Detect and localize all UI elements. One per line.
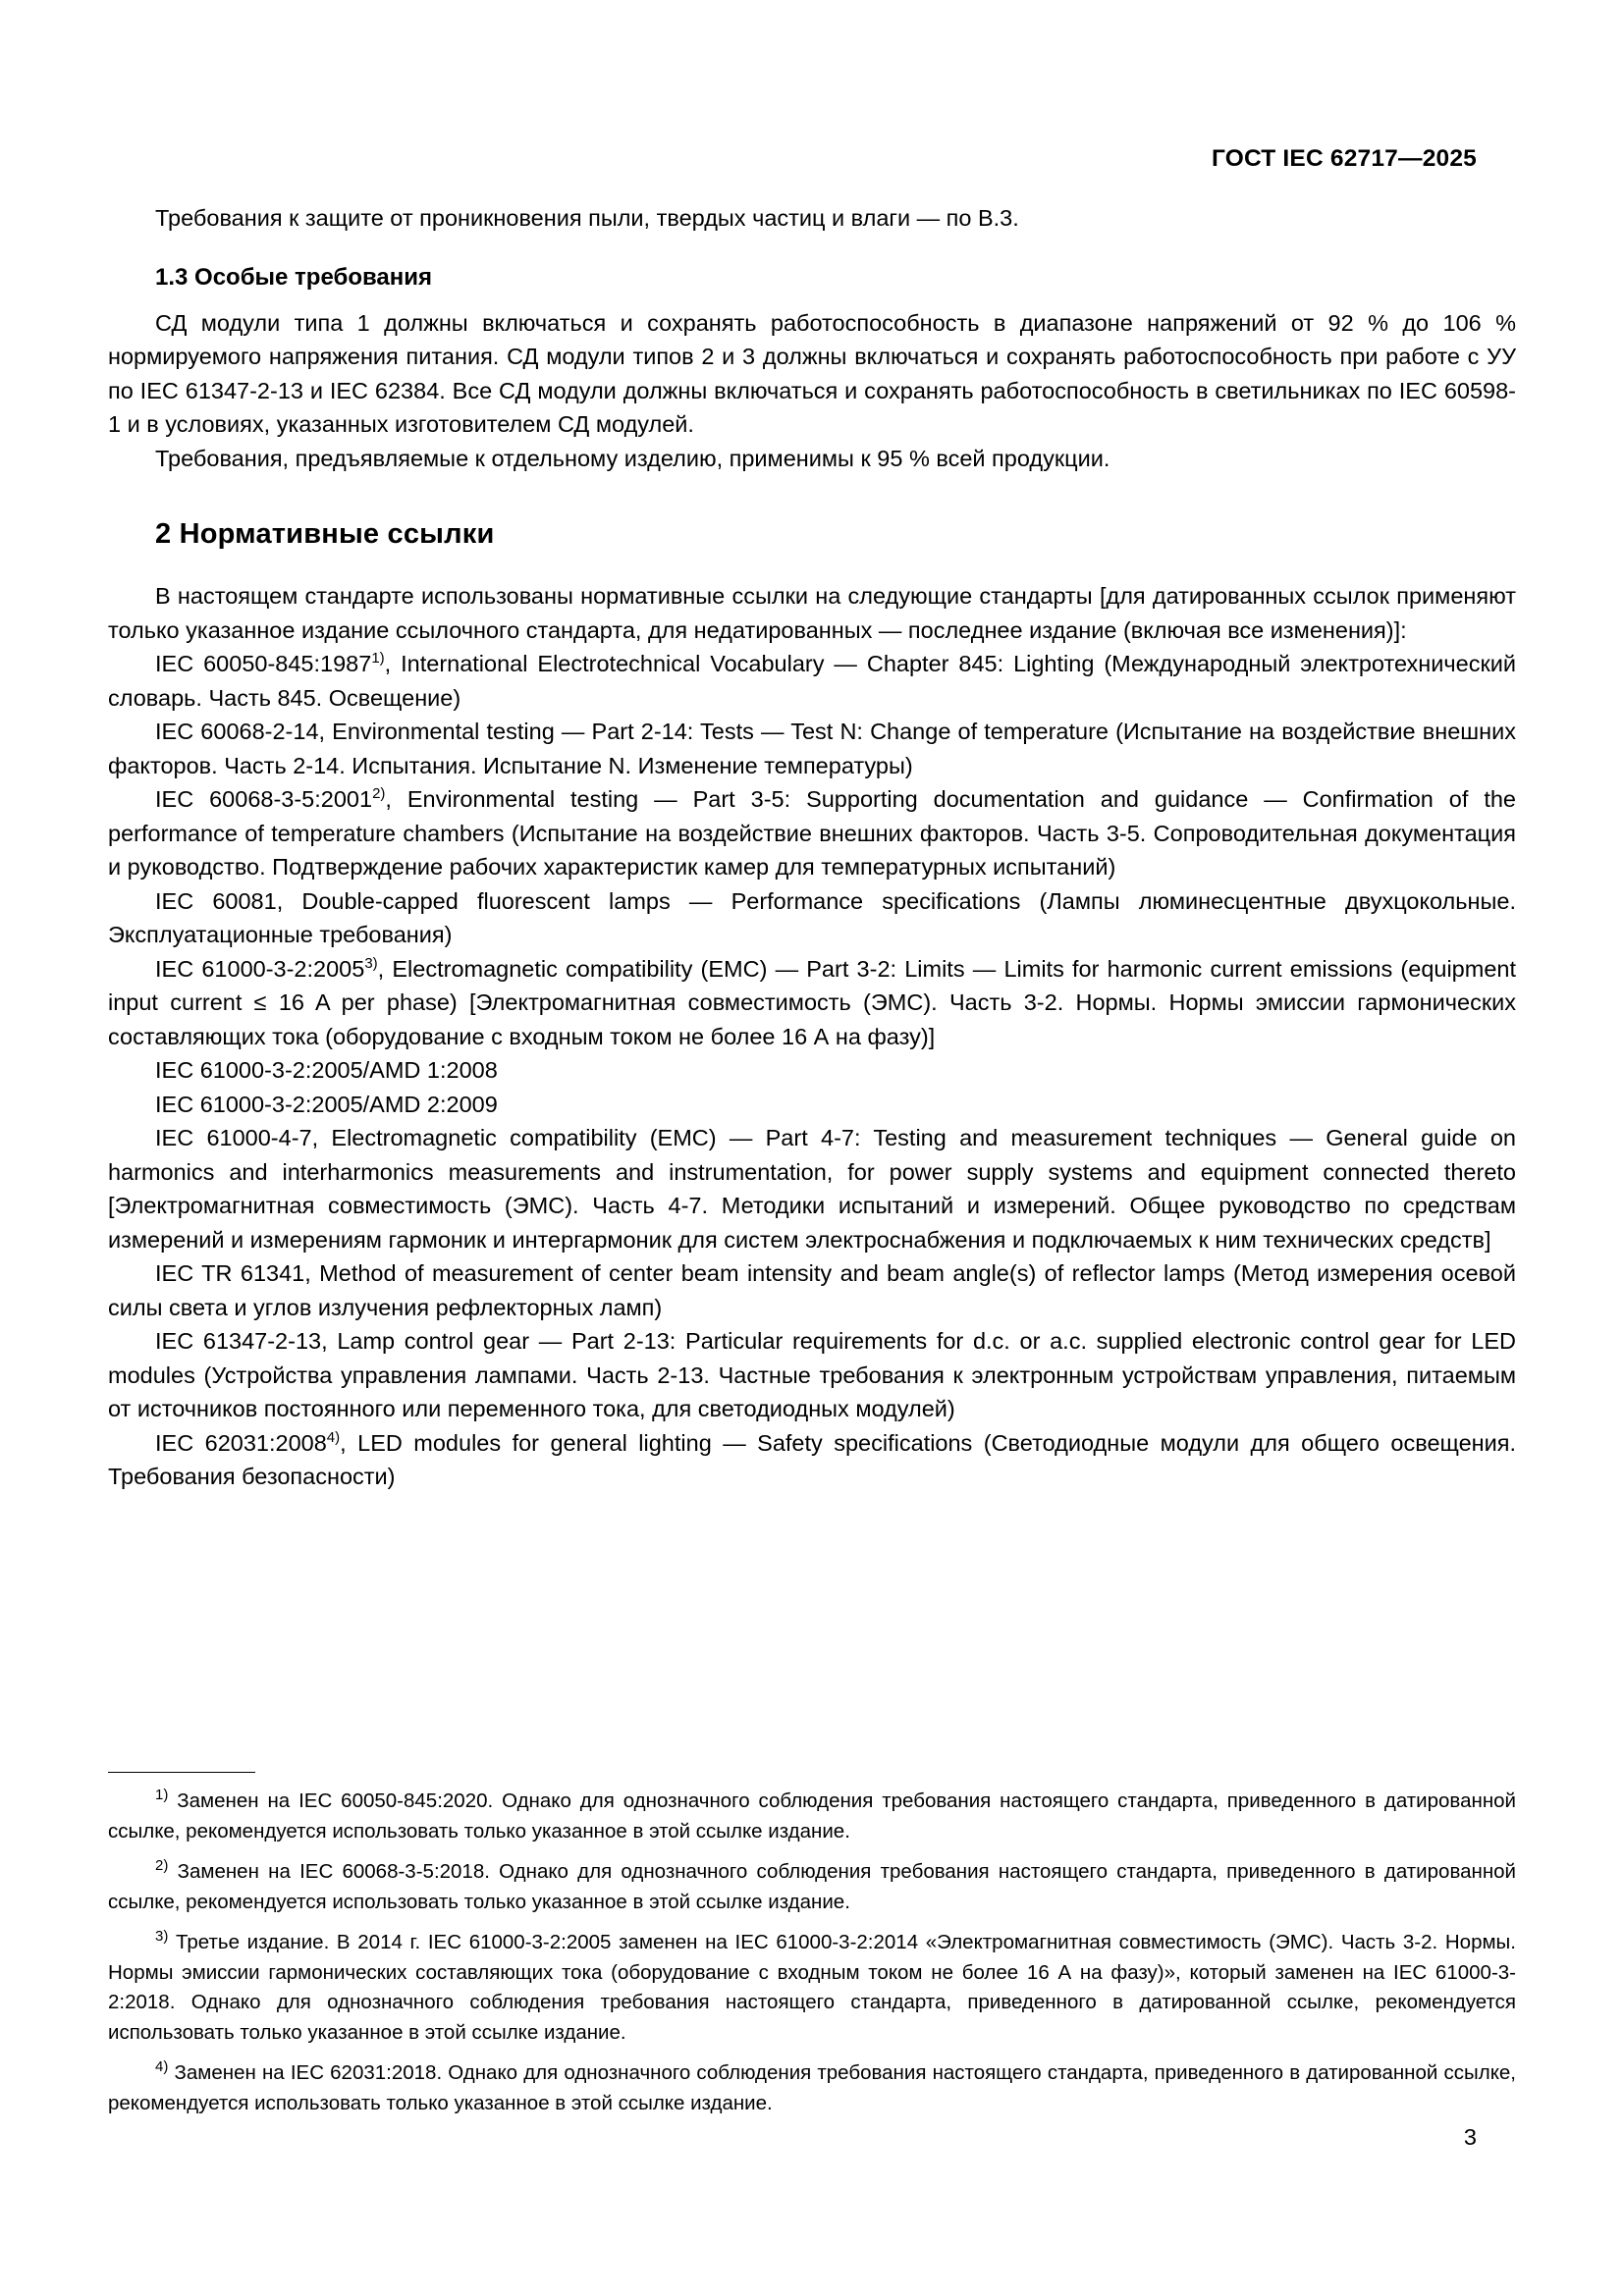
reference-designation: IEC 60050-845:1987$^{1)}$ — [155, 650, 385, 676]
page-number: 3 — [1463, 2124, 1477, 2150]
paragraph-requirements-1: СД модули типа 1 должны включаться и сохранять работоспособность в диапазоне напряжений от 92 % до 106 % нормируемого напряжения питания. СД модули типов 2 и 3 должны включаться и сохранять работоспособность при работе с УУ по IEC 61347-2-13 и IEC 62384. Все СД модули должны включаться и сохранять работоспособность в светильниках по IEC 60598-1 и в условиях, указанных изготовителем СД модулей. — [108, 309, 1516, 437]
reference-title: , International Electrotechnical Vocabulary — Chapter 845: Lighting (Международный электротехнический словарь. Часть 845. Освещение) — [108, 651, 1516, 711]
reference-title: , Method of measurement of center beam intensity and beam angle(s) of reflector lamps (Метод измерения осевой силы света и углов излучения рефлекторных ламп) — [108, 1260, 1516, 1320]
reference-title: , Electromagnetic compatibility (EMC) — Part 3-2: Limits — Limits for harmonic current emissions (equipment input current ≤ 16 A per phase) [Электромагнитная совместимость (ЭМС). Часть 3-2. Нормы. Нормы эмиссии гармонических составляющих тока (оборудование с входным током не более 16 А на фазу)] — [108, 955, 1516, 1049]
footnote-item — [108, 1857, 1516, 1917]
reference-item — [108, 1088, 1516, 1122]
footnote-text: Заменен на IEC 60068-3-5:2018. Однако для однозначного соблюдения требования настоящего стандарта, приведенного в датированной ссылке, рекомендуется использовать только указанное в этой ссылке издание. — [108, 1860, 1516, 1913]
page-header: ГОСТ IEC 62717—2025 — [1211, 145, 1477, 172]
intro-paragraph: Требования к защите от проникновения пыли, твердых частиц и влаги — по B.3. — [155, 205, 1019, 231]
footnote-marker: 4) — [155, 2058, 169, 2076]
reference-designation: IEC 60081 — [155, 887, 277, 914]
footnote-marker: 2) — [372, 785, 386, 803]
reference-item — [108, 647, 1516, 715]
reference-item — [108, 1426, 1516, 1494]
reference-designation: IEC 61000-3-2:2005$^{3)}$ — [155, 954, 378, 982]
reference-title: , LED modules for general lighting — Safety specifications (Светодиодные модули для общего освещения. Требования безопасности) — [108, 1429, 1517, 1489]
footnote-marker: 1) — [155, 1787, 169, 1804]
footnote-list — [108, 1787, 1516, 2118]
footnote-item — [108, 2058, 1516, 2118]
reference-designation: IEC TR 61341 — [155, 1260, 305, 1286]
paragraph-requirements-2: Требования, предъявляемые к отдельному изделию, применимы к 95 % всей продукции. — [155, 445, 1110, 471]
reference-designation: IEC 61347-2-13 — [155, 1328, 322, 1354]
reference-designation: IEC 61000-4-7 — [155, 1125, 312, 1150]
reference-list — [108, 647, 1516, 1494]
reference-designation: IEC 61000-3-2:2005/AMD 1:2008 — [155, 1057, 498, 1083]
footnote-separator-rule — [108, 1772, 255, 1773]
reference-item — [108, 1121, 1516, 1256]
reference-title: , Lamp control gear — Part 2-13: Particular requirements for d.c. or a.c. supplied electronic control gear for LED modules (Устройства управления лампами. Часть 2-13. Частные требования к электронным устройствам управления, питаемым от источников постоянного или переменного тока, для светодиодных модулей) — [108, 1328, 1516, 1421]
footnote-marker: 1) — [371, 650, 385, 667]
subsection-heading: 1.3 Особые требования — [155, 263, 433, 291]
footnote-item — [108, 1787, 1516, 1846]
reference-title: , Double-capped fluorescent lamps — Performance specifications (Лампы люминесцентные двухцокольные. Эксплуатационные требования) — [108, 887, 1516, 947]
footnote-marker: 4) — [326, 1428, 341, 1446]
reference-item — [108, 782, 1516, 884]
document-body — [108, 201, 1516, 1494]
section-heading-normative-references: 2 Нормативные ссылки — [155, 518, 495, 550]
reference-designation: IEC 62031:2008$^{4)}$ — [155, 1428, 341, 1456]
reference-designation: IEC 61000-3-2:2005/AMD 2:2009 — [155, 1091, 498, 1117]
footnote-item — [108, 1928, 1516, 2048]
reference-designation: IEC 60068-3-5:2001$^{2)}$ — [155, 785, 386, 812]
footnote-text: Третье издание. В 2014 г. IEC 61000-3-2:2005 заменен на IEC 61000-3-2:2014 «Электромагнитная совместимость (ЭМС). Часть 3-2. Нормы. Нормы эмиссии гармонических составляющих тока (оборудование с входным током не более 16 А на фазу)», который заменен на IEC 61000-3-2:2018. Однако для однозначного соблюдения требования настоящего стандарта, приведенного в датированной ссылке, рекомендуется использовать только указанное в этой ссылке издание. — [108, 1931, 1516, 2044]
reference-title: , Environmental testing — Part 2-14: Tests — Test N: Change of temperature (Испытание на воздействие внешних факторов. Часть 2-14. Испытания. Испытание N. Изменение температуры) — [108, 719, 1516, 778]
reference-item — [108, 952, 1516, 1054]
reference-item — [108, 1256, 1516, 1324]
reference-item — [108, 1324, 1516, 1426]
footnotes-block — [108, 1772, 1516, 2118]
footnote-marker: 3) — [364, 954, 378, 972]
reference-title: , Environmental testing — Part 3-5: Supporting documentation and guidance — Confirmation of the performance of temperature chambers (Испытание на воздействие внешних факторов. Часть 3-5. Сопроводительная документация и руководство. Подтверждение рабочих характеристик камер для температурных испытаний) — [108, 786, 1516, 880]
reference-item — [108, 715, 1516, 782]
footnote-marker: 2) — [155, 1857, 169, 1875]
reference-designation: IEC 60068-2-14 — [155, 719, 319, 744]
footnote-text: Заменен на IEC 62031:2018. Однако для однозначного соблюдения требования настоящего стандарта, приведенного в датированной ссылке, рекомендуется использовать только указанное в этой ссылке издание. — [108, 2061, 1516, 2114]
footnote-marker: 3) — [155, 1928, 169, 1946]
reference-item — [108, 1053, 1516, 1088]
reference-title: , Electromagnetic compatibility (EMC) — Part 4-7: Testing and measurement techniques — General guide on harmonics and interharmonics measurements and instrumentation, for power supply systems and equipment connected thereto [Электромагнитная совместимость (ЭМС). Часть 4-7. Методики испытаний и измерений. Общее руководство по средствам измерений и измерениям гармоник и интергармоник для систем электроснабжения и подключаемых к ним технических средств] — [108, 1125, 1516, 1253]
reference-item — [108, 884, 1516, 952]
paragraph-normative-intro: В настоящем стандарте использованы нормативные ссылки на следующие стандарты [для датированных ссылок применяют только указанное издание ссылочного стандарта, для недатированных — последнее издание (включая все изменения)]: — [108, 583, 1516, 643]
footnote-text: Заменен на IEC 60050-845:2020. Однако для однозначного соблюдения требования настоящего стандарта, приведенного в датированной ссылке, рекомендуется использовать только указанное в этой ссылке издание. — [108, 1789, 1516, 1842]
